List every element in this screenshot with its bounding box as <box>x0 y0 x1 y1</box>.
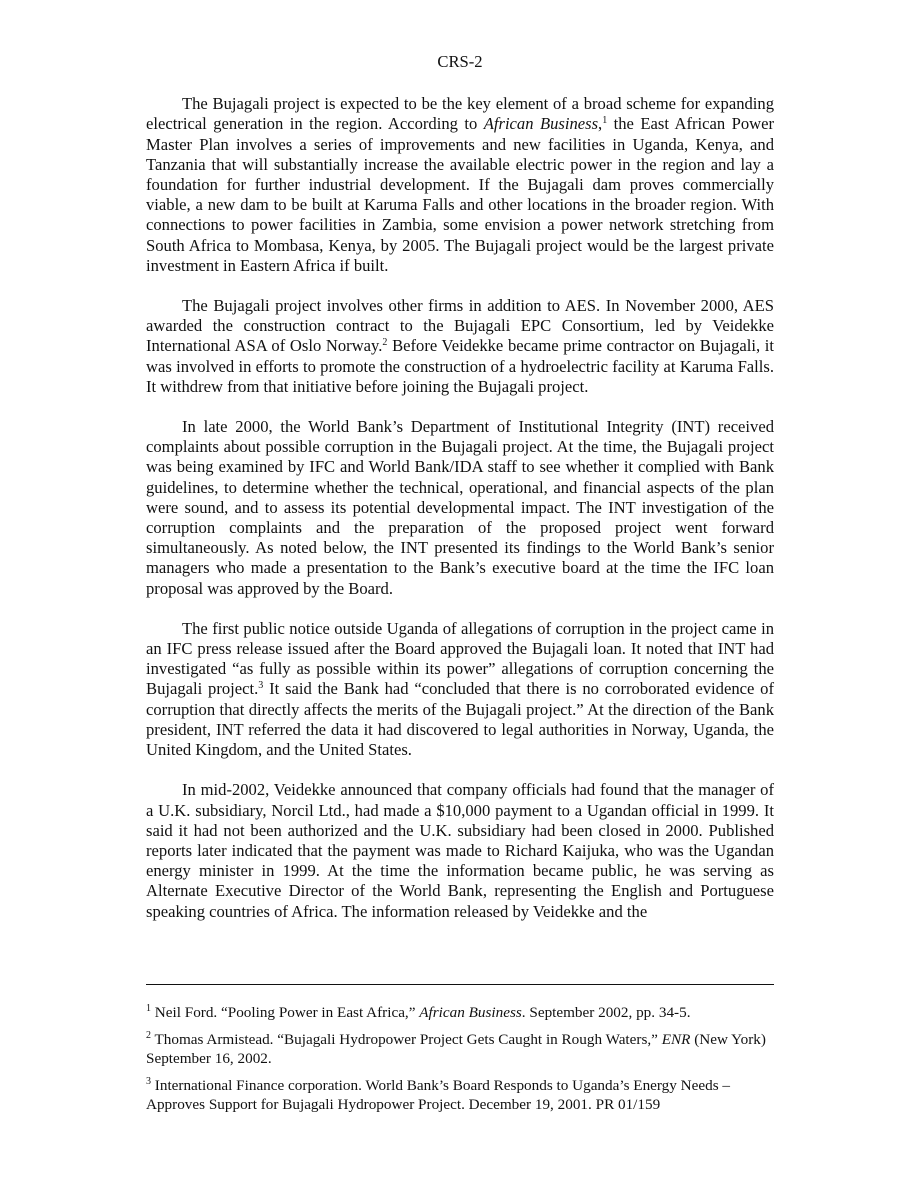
paragraph-2 <box>146 296 774 397</box>
page-header: CRS-2 <box>437 52 483 71</box>
footnote-1 <box>146 1003 774 1022</box>
publication-title: ENR <box>661 1031 691 1048</box>
footnote-text: (New York) September 16, 2002. <box>146 1031 766 1067</box>
paragraph-text: The first public notice outside Uganda of allegations of corruption in the project came in an IFC press release issued after the Board approved the Bujagali loan. It noted that INT had investigated “as fully as possible within its power” allegations of corruption concerning the Bujagali project. <box>146 618 774 699</box>
paragraph-5: In mid-2002, Veidekke announced that company officials had found that the manager of a U.K. subsidiary, Norcil Ltd., had made a $10,000 payment to a Ugandan official in 1999. It said it had not been authorized and the U.K. subsidiary had been closed in 2000. Published reports later indicated that the payment was made to Richard Kaijuka, who was the Ugandan energy minister in 1999. At the time the information became public, he was serving as Alternate Executive Director of the World Bank, representing the English and Portuguese speaking countries of Africa. The information released by Veidekke and the <box>146 780 774 921</box>
footnote-ref[interactable]: 3 <box>258 680 264 692</box>
footnote-ref[interactable]: 2 <box>382 337 388 349</box>
paragraph-text: The Bujagali project involves other firms in addition to AES. In November 2000, AES awarded the construction contract to the Bujagali EPC Consortium, led by Veidekke International ASA of Oslo Norway. <box>146 296 774 356</box>
paragraph-text: the East African Power Master Plan involves a series of improvements and new facilities in Uganda, Kenya, and Tanzania that will substantially increase the available electric power in the region and lay a foundation for further industrial development. If the Bujagali dam proves commercially viable, a new dam to be built at Karuma Falls and other locations in the broader region. With connections to power facilities in Zambia, some envision a power network stretching from South Africa to Mombasa, Kenya, by 2005. The Bujagali project would be the largest private investment in Eastern Africa if built. <box>146 114 775 275</box>
footnote-text: Thomas Armistead. “Bujagali Hydropower Project Gets Caught in Rough Waters,” <box>151 1031 662 1048</box>
footnote-3 <box>146 1076 774 1114</box>
footnote-number: 1 <box>146 1003 151 1014</box>
publication-title: African Business <box>419 1004 522 1021</box>
paragraph-1 <box>146 94 774 276</box>
footnote-number: 2 <box>146 1030 151 1041</box>
footnote-text: Neil Ford. “Pooling Power in East Africa,” <box>151 1004 420 1021</box>
footnotes <box>146 1003 774 1122</box>
paragraph-4 <box>146 619 774 760</box>
footnote-text: International Finance corporation. World Bank’s Board Responds to Uganda’s Energy Needs –Approves Support for Bujagali Hydropower Project. December 19, 2001. PR 01/159 <box>146 1077 731 1113</box>
footnote-2 <box>146 1030 774 1068</box>
paragraph-text: The Bujagali project is expected to be the key element of a broad scheme for expanding electrical generation in the region. According to <box>146 94 774 134</box>
paragraph-text: , <box>598 114 603 134</box>
paragraph-text: Before Veidekke became prime contractor on Bujagali, it was involved in efforts to promote the construction of a hydroelectric facility at Karuma Falls. It withdrew from that initiative before joining the Bujagali project. <box>146 336 774 396</box>
footnote-divider <box>146 984 774 985</box>
footnote-number: 3 <box>146 1076 151 1087</box>
footnote-text: . September 2002, pp. 34-5. <box>521 1004 691 1021</box>
footnote-ref[interactable]: 1 <box>602 115 608 127</box>
paragraph-3: In late 2000, the World Bank’s Department of Institutional Integrity (INT) received complaints about possible corruption in the Bujagali project. At the time, the Bujagali project was being examined by IFC and World Bank/IDA staff to see whether it complied with Bank guidelines, to determine whether the technical, operational, and financial aspects of the plan were sound, and to assess its potential developmental impact. The INT investigation of the corruption complaints and the preparation of the proposed project went forward simultaneously. As noted below, the INT presented its findings to the World Bank’s senior managers who made a presentation to the Bank’s executive board at the time the IFC loan proposal was approved by the Board. <box>146 417 774 598</box>
paragraph-text: It said the Bank had “concluded that there is no corroborated evidence of corruption that directly affects the merits of the Bujagali project.” At the direction of the Bank president, INT referred the data it had discovered to legal authorities in Norway, Uganda, the United Kingdom, and the United States. <box>146 679 774 760</box>
document-page <box>146 52 774 942</box>
publication-title: African Business <box>483 114 599 134</box>
